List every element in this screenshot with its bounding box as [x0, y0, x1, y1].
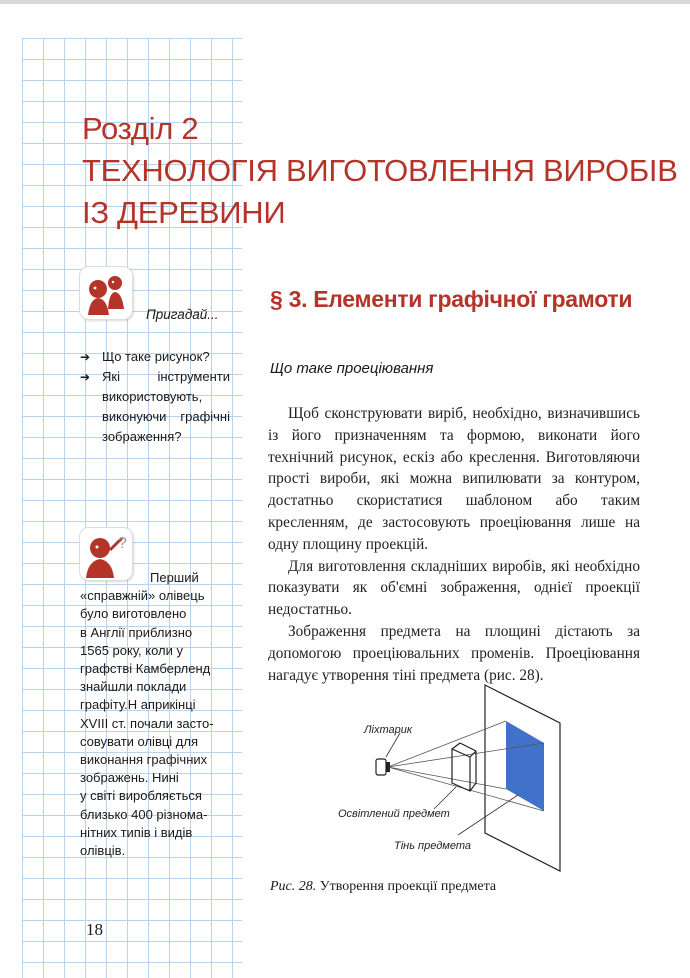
- flashlight-icon: [376, 759, 390, 775]
- chapter-title-line-1: ТЕХНОЛОГІЯ ВИГОТОВЛЕННЯ ВИРОБІВ: [82, 153, 678, 188]
- arrow-right-icon: ➔: [80, 350, 91, 364]
- label-shadow: Тінь предмета: [394, 840, 471, 852]
- section-title: § 3. Елементи графічної грамоти: [270, 286, 633, 312]
- lit-object: [452, 743, 476, 791]
- chapter-heading: [82, 108, 682, 234]
- remember-label: Пригадай...: [146, 307, 219, 322]
- question-item: ➔ Які інструменти використовують, виконуючи графічні зображення?: [80, 369, 230, 444]
- question-item: ➔ Що таке рисунок?: [80, 347, 230, 367]
- paragraph: Для виготовлення складніших виробів, які необхідно показувати як об'ємні зображення, однієї проекції недостатньо.: [268, 557, 640, 619]
- projection-figure: [330, 683, 570, 878]
- chapter-number: Розділ 2: [82, 111, 199, 146]
- pencil-fact-text: Перший «справжній» олівець було виготовлено в Англії приблизно 1565 року, коли у графстві Камберленд знайшли поклади графіту.Н априкінці XVIII ст. почали засто- совувати олівці для виконання графічних зображень. Нині у світі виробляється близько 400 різнома- нітних типів і видів олівців.: [80, 570, 214, 859]
- top-edge: [0, 0, 690, 4]
- body-text: [268, 403, 640, 686]
- figure-caption: [270, 879, 496, 895]
- remember-badge-icon: [79, 266, 133, 320]
- figure-caption-text: Утворення проекції предмета: [319, 879, 497, 894]
- subheading: Що таке проеціювання: [270, 360, 434, 377]
- label-flashlight: Ліхтарик: [364, 724, 413, 736]
- page-number: 18: [86, 920, 103, 939]
- label-lit-object: Освітлений предмет: [338, 808, 450, 820]
- paragraph: Щоб сконструювати виріб, необхідно, визначившись із його призначенням та формою, виконати його технічний рисунок, ескіз або креслення. Виготовляючи прості вироби, які можна випилювати за контуром, достатньо скористатися шаблоном або таким кресленням, де застосовують проеціювання лише на одну площину проекцій.: [268, 405, 640, 553]
- svg-text:?: ?: [118, 535, 127, 552]
- arrow-right-icon: ➔: [80, 370, 91, 384]
- figure-number: Рис. 28.: [270, 879, 317, 894]
- chapter-title-line-2: ІЗ ДЕРЕВИНИ: [82, 195, 286, 230]
- remember-questions: [80, 347, 230, 447]
- paragraph: Зображення предмета на площині дістають за допомогою проеціювальних променів. Проеціювання нагадує утворення тіні предмета (рис. 28).: [268, 622, 640, 684]
